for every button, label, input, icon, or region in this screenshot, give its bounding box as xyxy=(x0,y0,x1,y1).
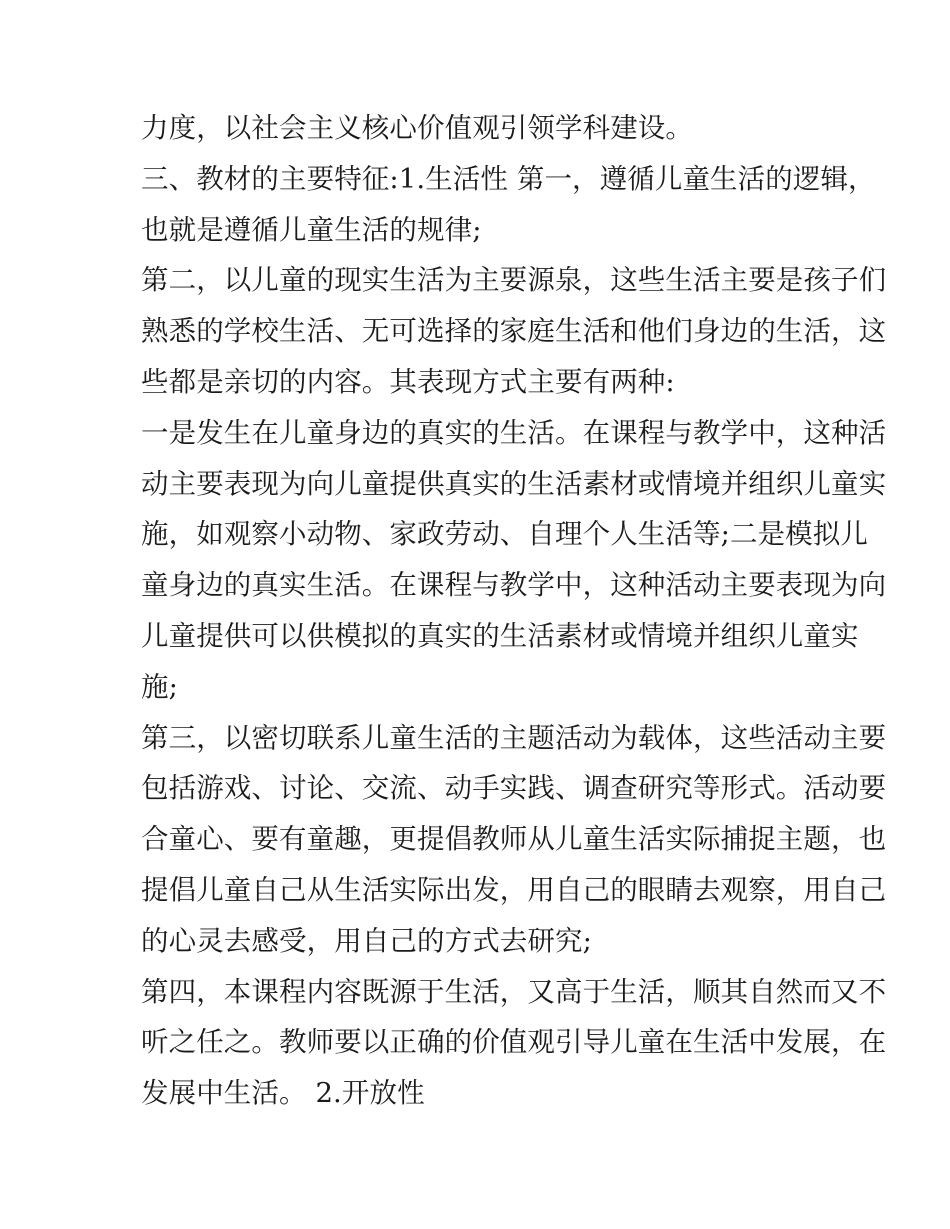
document-body xyxy=(141,103,887,1119)
text-line: 也就是遵循儿童生活的规律; xyxy=(141,213,482,246)
text-line: 第四，本课程内容既源于生活，又高于生活，顺其自然而又不 xyxy=(141,975,887,1008)
text-line: 力度，以社会主义核心价值观引领学科建设。 xyxy=(141,112,693,144)
text-line: 第三，以密切联系儿童生活的主题活动为载体，这些活动主要 xyxy=(141,721,887,754)
text-line: 提倡儿童自己从生活实际出发，用自己的眼睛去观察，用自己 xyxy=(141,873,887,906)
text-line: 包括游戏、讨论、交流、动手实践、调查研究等形式。活动要 xyxy=(141,772,887,805)
text-line: 施，如观察小动物、家政劳动、自理个人生活等;二是模拟儿 xyxy=(141,518,868,551)
text-line: 儿童提供可以供模拟的真实的生活素材或情境并组织儿童实 xyxy=(141,619,859,652)
text-line: 童身边的真实生活。在课程与教学中，这种活动主要表现为向 xyxy=(141,569,887,602)
text-line: 发展中生活。 2.开放性 xyxy=(141,1077,425,1110)
text-line: 第二，以儿童的现实生活为主要源泉，这些生活主要是孩子们 xyxy=(141,264,887,297)
text-line: 一是发生在儿童身边的真实的生活。在课程与教学中，这种活 xyxy=(141,416,887,449)
text-line: 熟悉的学校生活、无可选择的家庭生活和他们身边的生活，这 xyxy=(141,315,887,348)
text-line: 三、教材的主要特征:1.生活性 第一，遵循儿童生活的逻辑， xyxy=(141,162,876,195)
text-line: 的心灵去感受，用自己的方式去研究; xyxy=(141,924,592,957)
text-line: 动主要表现为向儿童提供真实的生活素材或情境并组织儿童实 xyxy=(141,467,887,500)
text-line: 听之任之。教师要以正确的价值观引导儿童在生活中发展，在 xyxy=(141,1026,887,1059)
text-line: 合童心、要有童趣，更提倡教师从儿童生活实际捕捉主题，也 xyxy=(141,823,887,856)
text-line: 施; xyxy=(141,670,178,703)
text-line: 些都是亲切的内容。其表现方式主要有两种: xyxy=(141,365,675,398)
